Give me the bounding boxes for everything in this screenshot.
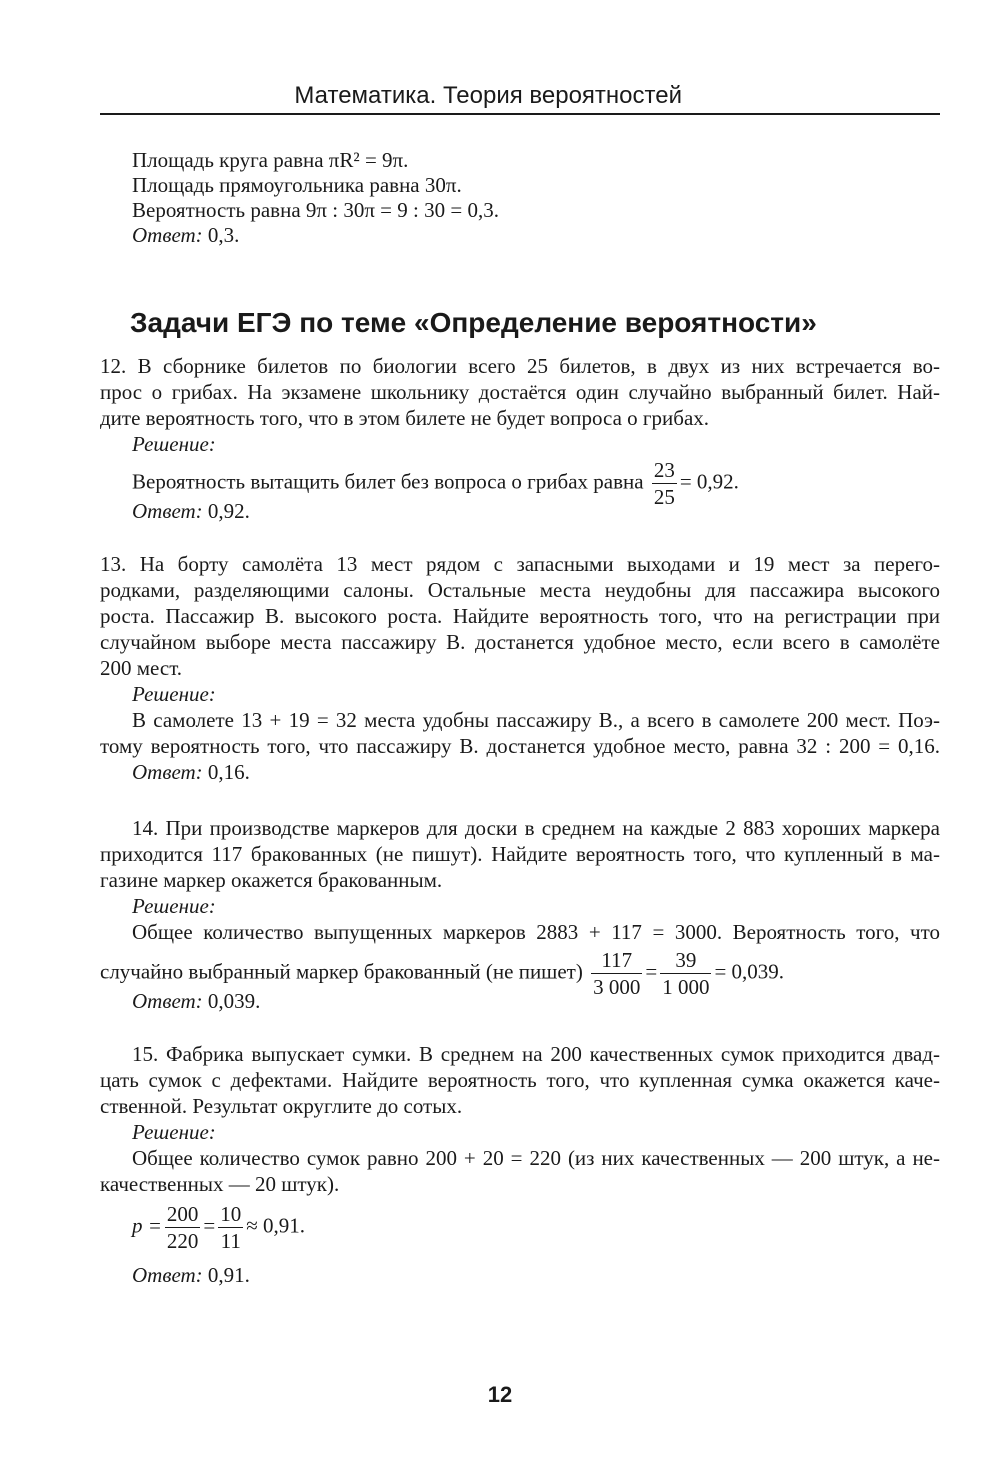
task14-line-2: приходится 117 бракованных (не пишут). Найдите вероятность того, что купленный в ма- <box>100 842 940 866</box>
task15-line-1: 15. Фабрика выпускает сумки. В среднем на 200 качественных сумок приходится двад- <box>132 1042 940 1066</box>
task15-fraction-2 <box>218 1201 243 1254</box>
fraction-numerator: 200 <box>166 1202 199 1226</box>
task12-line-2: прос о грибах. На экзамене школьнику достаётся один случайно выбранный билет. Най- <box>100 380 940 404</box>
fraction-numerator: 117 <box>591 947 642 974</box>
fraction-denominator: 25 <box>653 485 675 509</box>
task13-line-1: 13. На борту самолёта 13 мест рядом с запасными выходами и 19 мест за перего- <box>100 552 940 576</box>
fraction-denominator: 11 <box>220 1229 241 1253</box>
task12-solution-tail: = 0,92. <box>679 469 739 494</box>
answer-value: 0,91. <box>202 1263 250 1287</box>
task15-solution-label: Решение: <box>132 1120 216 1144</box>
task13-solution-label: Решение: <box>132 682 216 706</box>
answer-label: Ответ: <box>132 499 203 523</box>
task12-solution-label: Решение: <box>132 432 216 456</box>
task15-line-3: ственной. Результат округлите до сотых. <box>100 1094 463 1118</box>
task12-line-1: 12. В сборнике билетов по биологии всего 25 билетов, в двух из них встречается во- <box>100 354 940 378</box>
task14-line-3: газине маркер окажется бракованным. <box>100 868 443 892</box>
answer-value: 0,16. <box>202 760 250 784</box>
section-title: Задачи ЕГЭ по теме «Определение вероятности» <box>130 307 817 338</box>
task13-line-4: случайном выборе места пассажиру В. достанется удобное место, если всего в самолёте <box>100 630 940 654</box>
probability-label: p = <box>132 1213 162 1238</box>
answer-label: Ответ: <box>132 223 203 247</box>
page-number: 12 <box>487 1382 513 1407</box>
answer-value: 0,3. <box>202 223 240 247</box>
task15-line-2: цать сумок с дефектами. Найдите вероятность того, что купленная сумка окажется каче- <box>100 1068 940 1092</box>
intro-line-2: Площадь прямоугольника равна 30π. <box>132 173 462 197</box>
task13-solution-1: В самолете 13 + 19 = 32 места удобны пассажиру В., а всего в самолете 200 мест. Поэ- <box>132 708 940 732</box>
task14-answer <box>132 988 260 1014</box>
task15-fraction-1 <box>165 1201 201 1254</box>
task15-formula <box>132 1201 305 1254</box>
task12-fraction <box>652 457 677 510</box>
answer-label: Ответ: <box>132 1263 203 1287</box>
fraction-denominator: 3 000 <box>593 975 641 999</box>
task14-tail: = 0,039. <box>714 959 785 984</box>
answer-label: Ответ: <box>132 989 203 1013</box>
intro-line-3: Вероятность равна 9π : 30π = 9 : 30 = 0,3. <box>132 198 499 222</box>
task12-answer <box>132 498 250 524</box>
running-header-title: Математика. Теория вероятностей <box>294 82 682 109</box>
running-header <box>100 82 940 110</box>
task14-solution-label: Решение: <box>132 894 216 918</box>
intro-answer <box>132 222 239 248</box>
header-rule <box>100 113 940 115</box>
task15-solution-1: Общее количество сумок равно 200 + 20 = 220 (из них качественных — 200 штук, а не- <box>132 1146 940 1170</box>
task14-solution-1: Общее количество выпущенных маркеров 2883 + 117 = 3000. Вероятность того, что <box>132 920 940 944</box>
task13-solution-2: тому вероятность того, что пассажиру В. достанется удобное место, равна 32 : 200 = 0,16. <box>100 734 940 758</box>
task12-solution-text: Вероятность вытащить билет без вопроса о грибах равна <box>132 469 644 494</box>
task13-line-2: родками, разделяющими салоны. Остальные места неудобны для пассажира высокого <box>100 578 940 602</box>
task15-answer <box>132 1262 250 1288</box>
intro-line-1: Площадь круга равна πR² = 9π. <box>132 148 409 172</box>
task14-solution-text: случайно выбранный маркер бракованный (не пишет) <box>100 959 583 984</box>
fraction-numerator: 10 <box>220 1202 242 1226</box>
answer-label: Ответ: <box>132 760 203 784</box>
task12-line-3: дите вероятность того, что в этом билете не будет вопроса о грибах. <box>100 406 710 430</box>
equals-sign: = <box>203 1213 216 1238</box>
task13-line-5: 200 мест. <box>100 656 183 680</box>
fraction-denominator: 220 <box>166 1229 199 1253</box>
task15-solution-2: качественных — 20 штук). <box>100 1172 340 1196</box>
answer-value: 0,92. <box>202 499 250 523</box>
fraction-denominator: 1 000 <box>662 975 710 999</box>
task13-answer <box>132 759 250 785</box>
task14-fraction-1 <box>591 947 642 1000</box>
equals-sign: = <box>645 959 658 984</box>
task14-fraction-2 <box>660 947 711 1000</box>
fraction-numerator: 23 <box>653 458 675 482</box>
task14-line-1: 14. При производстве маркеров для доски в среднем на каждые 2 883 хороших маркера <box>132 816 940 840</box>
task13-line-3: роста. Пассажир В. высокого роста. Найдите вероятность того, что на регистрации при <box>100 604 940 628</box>
fraction-numerator: 39 <box>660 947 711 974</box>
answer-value: 0,039. <box>202 989 261 1013</box>
task15-tail: ≈ 0,91. <box>246 1213 306 1238</box>
